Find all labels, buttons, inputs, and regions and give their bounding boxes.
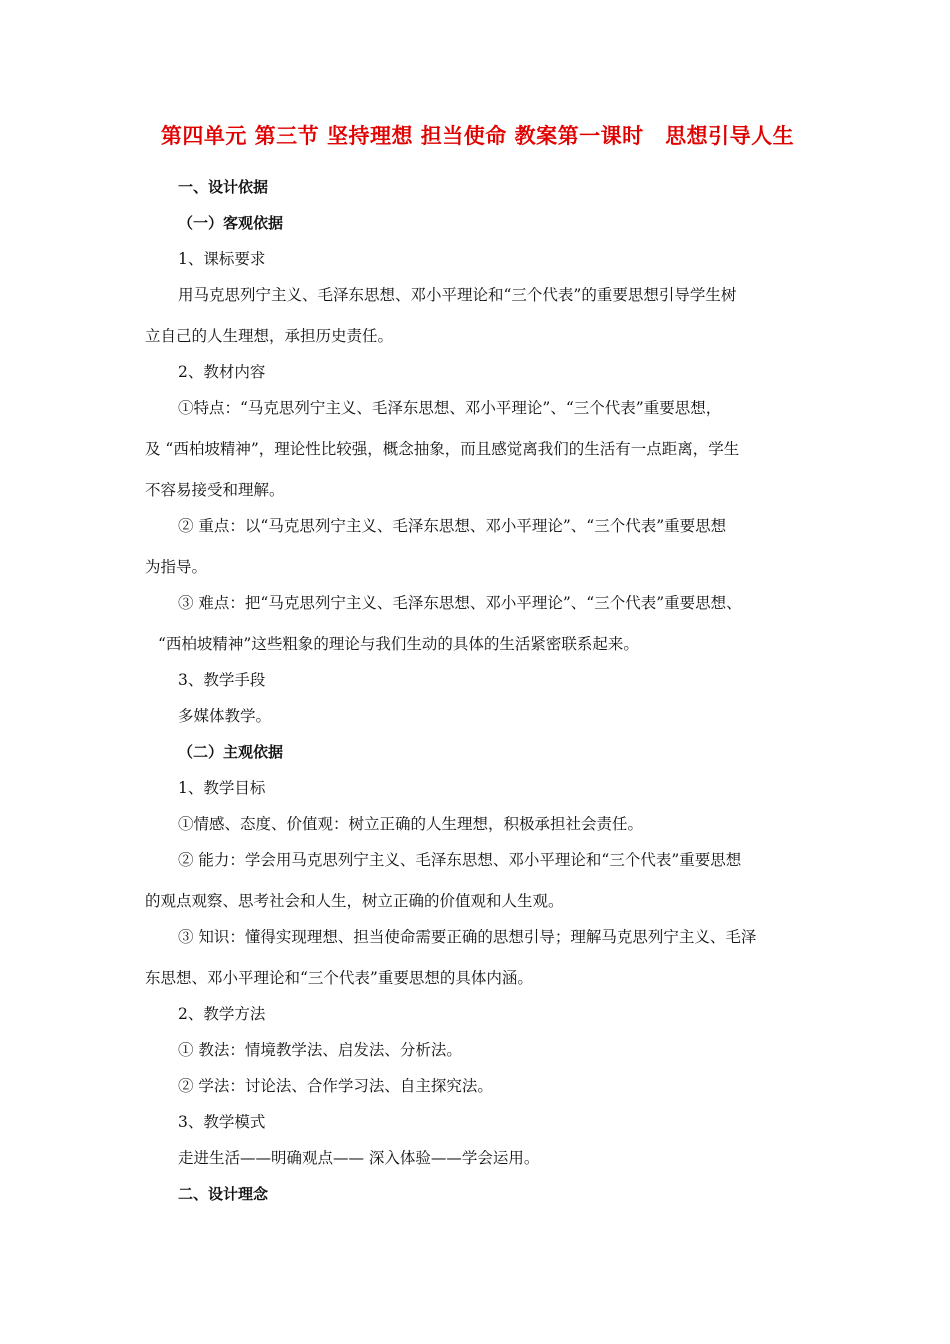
paragraph-line: 2、教学方法 xyxy=(178,1005,266,1023)
paragraph-line: 用马克思列宁主义、毛泽东思想、邓小平理论和“三个代表”的重要思想引导学生树 xyxy=(178,286,737,304)
section-heading: （一）客观依据 xyxy=(178,214,284,232)
paragraph-line: 3、教学手段 xyxy=(178,671,266,689)
paragraph-line: 3、教学模式 xyxy=(178,1113,266,1131)
paragraph-line: 2、教材内容 xyxy=(178,363,266,381)
paragraph-line: ③ 知识：懂得实现理想、担当使命需要正确的思想引导；理解马克思列宁主义、毛泽 xyxy=(178,928,757,946)
section-heading: 一、设计依据 xyxy=(178,178,269,196)
paragraph-line: ①特点：“马克思列宁主义、毛泽东思想、邓小平理论”、“三个代表”重要思想， xyxy=(178,399,722,417)
paragraph-line: ② 重点：以“马克思列宁主义、毛泽东思想、邓小平理论”、“三个代表”重要思想 xyxy=(178,517,727,535)
section-heading: 二、设计理念 xyxy=(178,1185,269,1203)
paragraph-line: ② 学法：讨论法、合作学习法、自主探究法。 xyxy=(178,1077,493,1095)
paragraph-line: 的观点观察、思考社会和人生，树立正确的价值观和人生观。 xyxy=(145,892,564,910)
paragraph-line: 为指导。 xyxy=(145,558,208,576)
paragraph-line: 及 “西柏坡精神”，理论性比较强，概念抽象，而且感觉离我们的生活有一点距离，学生 xyxy=(145,440,740,458)
paragraph-line: ①情感、态度、价值观：树立正确的人生理想，积极承担社会责任。 xyxy=(178,815,644,833)
section-heading: （二）主观依据 xyxy=(178,743,284,761)
paragraph-line: 1、教学目标 xyxy=(178,779,266,797)
paragraph-line: 东思想、邓小平理论和“三个代表”重要思想的具体内涵。 xyxy=(145,969,533,987)
paragraph-line: 不容易接受和理解。 xyxy=(145,481,285,499)
paragraph-line: ② 能力：学会用马克思列宁主义、毛泽东思想、邓小平理论和“三个代表”重要思想 xyxy=(178,851,742,869)
paragraph-line: ① 教法：情境教学法、启发法、分析法。 xyxy=(178,1041,462,1059)
document-title: 第四单元 第三节 坚持理想 担当使命 教案第一课时 思想引导人生 xyxy=(160,124,795,148)
paragraph-line: 1、课标要求 xyxy=(178,250,266,268)
paragraph-line: 走进生活——明确观点—— 深入体验——学会运用。 xyxy=(178,1149,540,1167)
paragraph-line: 立自己的人生理想，承担历史责任。 xyxy=(145,327,394,345)
paragraph-line: 多媒体教学。 xyxy=(178,707,272,725)
paragraph-line: ③ 难点：把“马克思列宁主义、毛泽东思想、邓小平理论”、“三个代表”重要思想、 xyxy=(178,594,742,612)
paragraph-line: “西柏坡精神”这些粗象的理论与我们生动的具体的生活紧密联系起来。 xyxy=(158,635,639,653)
